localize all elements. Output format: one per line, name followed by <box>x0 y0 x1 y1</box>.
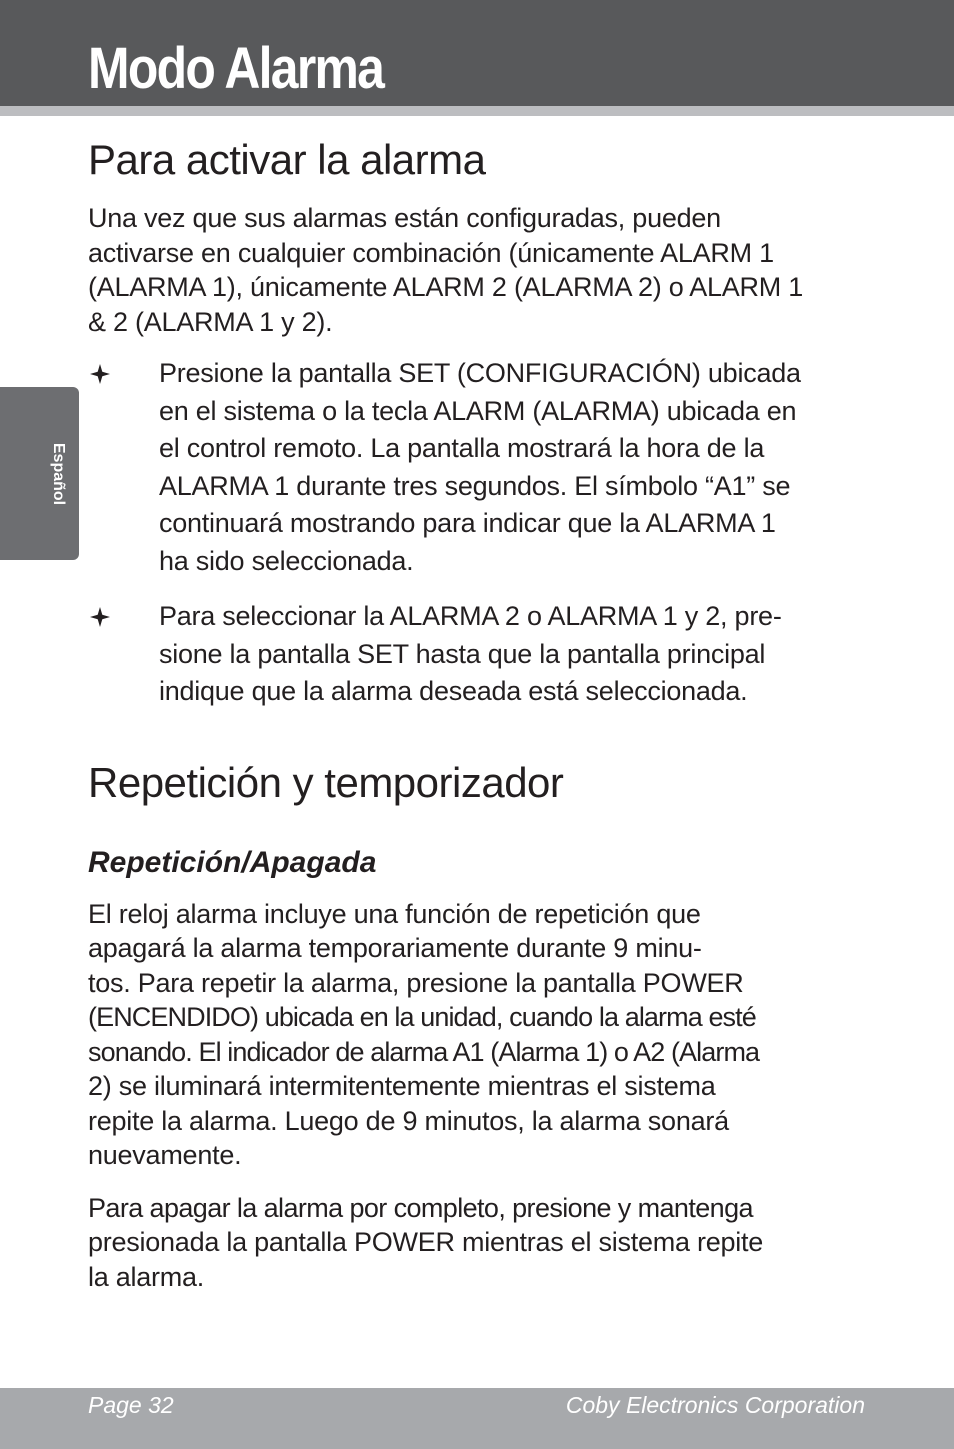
four-point-star-icon <box>90 607 110 627</box>
turn-off-paragraph <box>88 1191 868 1295</box>
text-line: ha sido seleccionada. <box>159 545 414 576</box>
footer-company: Coby Electronics Corporation <box>565 1392 865 1418</box>
text-line: Para seleccionar la ALARMA 2 o ALARMA 1 y 2, pre- <box>159 601 782 631</box>
bullet-item-set-button <box>88 355 868 580</box>
footer-page-number: Page 32 <box>88 1392 174 1418</box>
four-point-star-icon <box>90 364 110 384</box>
text-line: El reloj alarma incluye una función de repetición que <box>88 898 701 929</box>
section-heading-activate-alarm: Para activar la alarma <box>88 136 486 183</box>
intro-paragraph <box>88 201 868 339</box>
text-line: sonando. El indicador de alarma A1 (Alarma 1) o A2 (Alarma <box>88 1036 760 1067</box>
text-line: la alarma. <box>88 1261 205 1292</box>
text-line: el control remoto. La pantalla mostrará la hora de la <box>159 433 765 463</box>
text-line: indique que la alarma deseada está seleccionada. <box>159 676 748 706</box>
text-line: 2) se iluminará intermitentemente mientras el sistema <box>88 1071 716 1101</box>
text-line: Una vez que sus alarmas están configuradas, pueden <box>88 203 721 233</box>
text-line: nuevamente. <box>88 1140 242 1170</box>
language-tab <box>0 387 79 560</box>
text-line: Presione la pantalla SET (CONFIGURACIÓN) ubicada <box>159 358 801 388</box>
main-content <box>88 132 868 1294</box>
text-line: Para apagar la alarma por completo, presione y mantenga <box>88 1192 753 1223</box>
text-line: sione la pantalla SET hasta que la pantalla principal <box>159 638 766 669</box>
text-line: (ALARMA 1), únicamente ALARM 2 (ALARMA 2) o ALARM 1 <box>88 272 804 302</box>
text-line: ALARMA 1 durante tres segundos. El símbolo “A1” se <box>159 470 791 501</box>
text-line: (ENCENDIDO) ubicada en la unidad, cuando la alarma esté <box>88 1002 756 1032</box>
text-line: tos. Para repetir la alarma, presione la pantalla POWER <box>88 967 744 998</box>
text-line: repite la alarma. Luego de 9 minutos, la alarma sonará <box>88 1105 729 1136</box>
header-stripe <box>0 106 954 116</box>
text-line: apagará la alarma temporariamente durante 9 minu- <box>88 933 702 963</box>
text-line: & 2 (ALARMA 1 y 2). <box>88 306 333 337</box>
text-line: en el sistema o la tecla ALARM (ALARMA) ubicada en <box>159 395 797 426</box>
page-title: Modo Alarma <box>88 36 384 101</box>
text-line: continuará mostrando para indicar que la ALARMA 1 <box>159 508 776 538</box>
subheading-snooze-off: Repetición/Apagada <box>88 845 377 879</box>
bullet-item-select-alarm <box>88 598 868 711</box>
text-line: presionada la pantalla POWER mientras el sistema repite <box>88 1227 764 1257</box>
section-heading-snooze-timer: Repetición y temporizador <box>88 758 564 806</box>
text-line: activarse en cualquier combinación (únicamente ALARM 1 <box>88 237 774 268</box>
snooze-paragraph <box>88 897 868 1173</box>
language-tab-label: Español <box>50 442 67 506</box>
